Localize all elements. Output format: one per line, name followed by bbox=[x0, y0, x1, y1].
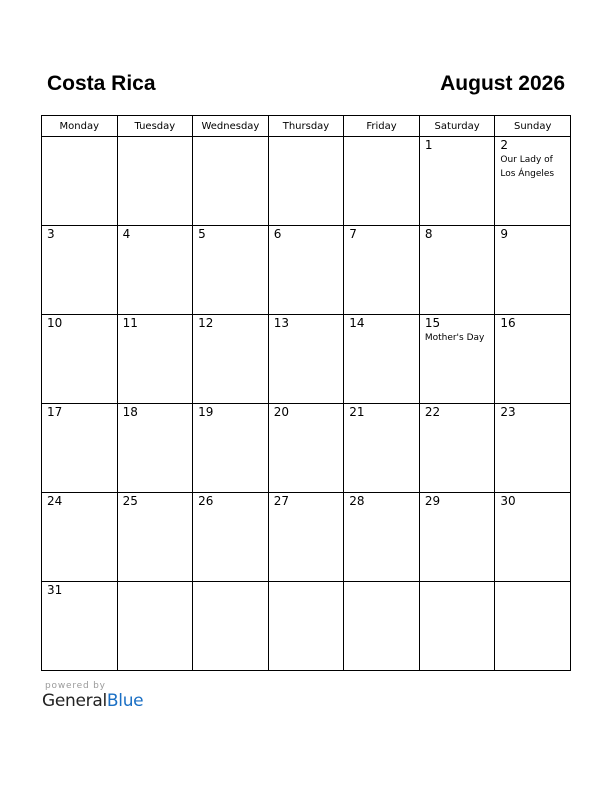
day-cell bbox=[268, 493, 344, 582]
brand-name-general: General bbox=[42, 691, 107, 711]
week-row bbox=[42, 226, 571, 315]
day-cell bbox=[344, 582, 420, 671]
brand-name-blue: Blue bbox=[106, 691, 144, 711]
day-cell bbox=[117, 137, 193, 226]
day-number: 20 bbox=[273, 405, 289, 419]
day-number: 21 bbox=[349, 405, 365, 419]
day-number: 2 bbox=[500, 138, 509, 152]
day-number: 17 bbox=[47, 405, 63, 419]
day-cell bbox=[117, 315, 193, 404]
weekday-friday: Friday bbox=[344, 116, 420, 137]
day-cell bbox=[193, 226, 269, 315]
day-cell bbox=[419, 226, 495, 315]
week-row bbox=[42, 493, 571, 582]
day-cell bbox=[419, 137, 495, 226]
day-cell bbox=[42, 493, 118, 582]
day-number: 22 bbox=[424, 405, 441, 419]
day-cell bbox=[344, 493, 420, 582]
week-row bbox=[42, 404, 571, 493]
day-cell bbox=[344, 137, 420, 226]
day-cell bbox=[117, 582, 193, 671]
day-number bbox=[495, 582, 570, 583]
day-cell bbox=[268, 315, 344, 404]
day-cell bbox=[193, 582, 269, 671]
weekday-wednesday: Wednesday bbox=[193, 116, 269, 137]
day-cell bbox=[344, 226, 420, 315]
day-number bbox=[420, 582, 495, 583]
day-number: 27 bbox=[273, 494, 289, 508]
day-number: 29 bbox=[424, 494, 441, 508]
day-number: 14 bbox=[349, 316, 365, 330]
weekday-header-row bbox=[42, 116, 571, 137]
day-number bbox=[42, 137, 117, 138]
day-number: 6 bbox=[273, 227, 282, 241]
day-number: 13 bbox=[273, 316, 289, 330]
day-number: 8 bbox=[424, 227, 433, 241]
day-cell bbox=[495, 582, 571, 671]
day-cell bbox=[419, 315, 495, 404]
day-cell bbox=[495, 137, 571, 226]
weekday-tuesday: Tuesday bbox=[117, 116, 193, 137]
day-number bbox=[118, 582, 193, 583]
day-number: 3 bbox=[47, 227, 55, 241]
day-cell bbox=[42, 404, 118, 493]
powered-by-label: powered by bbox=[45, 681, 106, 691]
day-cell bbox=[117, 226, 193, 315]
month-year-title: August 2026 bbox=[440, 72, 565, 95]
day-number bbox=[269, 582, 344, 583]
day-cell bbox=[495, 315, 571, 404]
day-number: 26 bbox=[198, 494, 214, 508]
day-cell bbox=[42, 137, 118, 226]
weekday-thursday: Thursday bbox=[268, 116, 344, 137]
day-number: 16 bbox=[500, 316, 516, 330]
day-cell bbox=[344, 404, 420, 493]
day-number: 28 bbox=[349, 494, 365, 508]
week-row bbox=[42, 137, 571, 226]
calendar-grid bbox=[41, 115, 571, 671]
weekday-sunday: Sunday bbox=[495, 116, 571, 137]
day-cell bbox=[419, 582, 495, 671]
day-number: 12 bbox=[198, 316, 214, 330]
day-number: 10 bbox=[47, 316, 63, 330]
day-cell bbox=[495, 493, 571, 582]
day-cell bbox=[268, 404, 344, 493]
day-number: 15 bbox=[424, 316, 441, 330]
day-cell bbox=[268, 137, 344, 226]
weekday-monday: Monday bbox=[42, 116, 118, 137]
day-number bbox=[193, 582, 268, 583]
day-cell bbox=[495, 404, 571, 493]
week-row bbox=[42, 582, 571, 671]
day-number: 30 bbox=[500, 494, 516, 508]
day-number: 7 bbox=[349, 227, 357, 241]
week-row bbox=[42, 315, 571, 404]
day-number: 9 bbox=[500, 227, 509, 241]
day-number bbox=[118, 137, 193, 138]
day-number bbox=[193, 137, 268, 138]
brand-logo bbox=[42, 691, 143, 711]
weekday-saturday: Saturday bbox=[419, 116, 495, 137]
day-number: 25 bbox=[122, 494, 138, 508]
day-number bbox=[344, 582, 419, 583]
day-number: 24 bbox=[47, 494, 63, 508]
day-number: 5 bbox=[198, 227, 206, 241]
day-number bbox=[269, 137, 344, 138]
day-number: 1 bbox=[424, 138, 433, 152]
day-cell bbox=[495, 226, 571, 315]
day-cell bbox=[193, 137, 269, 226]
day-cell bbox=[42, 582, 118, 671]
day-number: 23 bbox=[500, 405, 516, 419]
day-cell bbox=[42, 315, 118, 404]
day-cell bbox=[419, 404, 495, 493]
day-cell bbox=[193, 315, 269, 404]
day-number: 19 bbox=[198, 405, 214, 419]
day-number: 18 bbox=[122, 405, 138, 419]
day-number: 4 bbox=[122, 227, 131, 241]
country-title: Costa Rica bbox=[47, 72, 156, 95]
day-cell bbox=[117, 404, 193, 493]
holiday-label: Our Lady of Los Ángeles bbox=[500, 155, 555, 179]
day-cell bbox=[193, 493, 269, 582]
day-cell bbox=[268, 582, 344, 671]
footer-branding bbox=[42, 681, 143, 711]
day-cell bbox=[268, 226, 344, 315]
day-number: 11 bbox=[122, 316, 138, 330]
holiday-label: Mother's Day bbox=[424, 333, 485, 343]
day-cell bbox=[117, 493, 193, 582]
day-cell bbox=[344, 315, 420, 404]
day-number: 31 bbox=[47, 583, 63, 597]
day-cell bbox=[193, 404, 269, 493]
day-cell bbox=[42, 226, 118, 315]
day-cell bbox=[419, 493, 495, 582]
day-number bbox=[344, 137, 419, 138]
